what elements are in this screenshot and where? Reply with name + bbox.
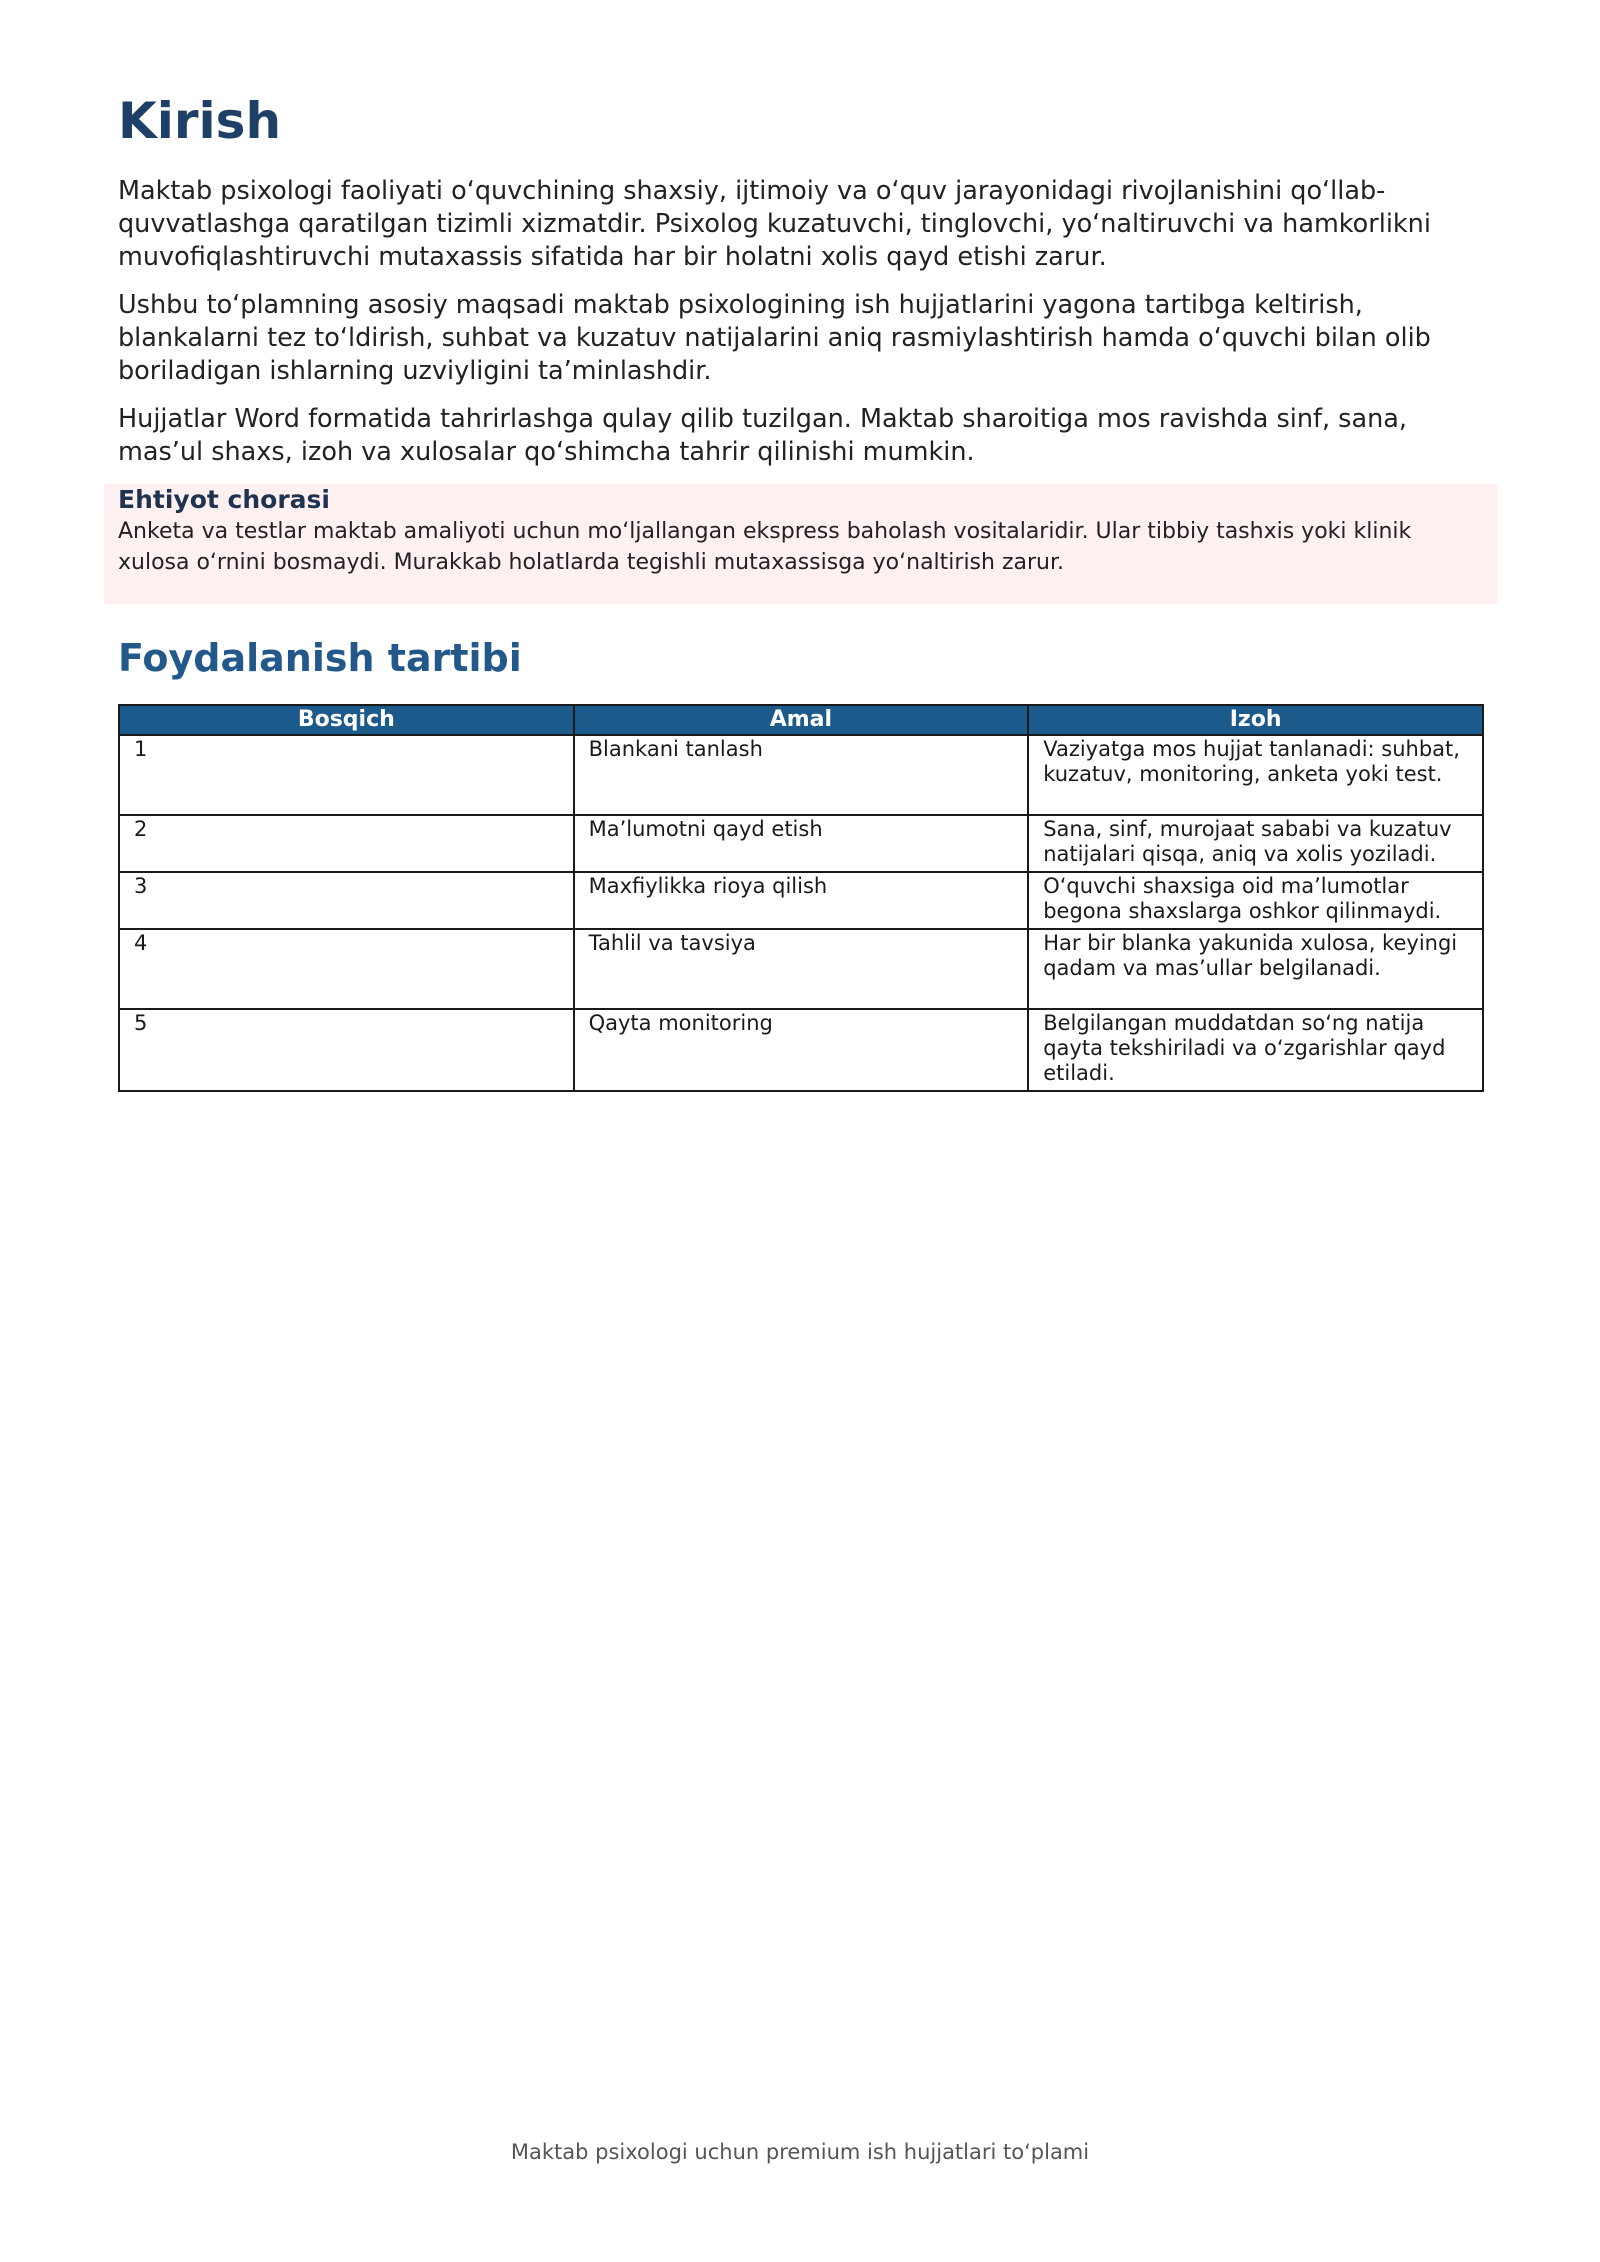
intro-paragraph-1: Maktab psixologi faoliyati o‘quvchining shaxsiy, ijtimoiy va o‘quv jarayonidagi rivojlanishini qo‘llab-quvvatlashga qaratilgan tizimli xizmatdir. Psixolog kuzatuvchi, tinglovchi, yo‘naltiruvchi va hamkorlikni muvofiqlashtiruvchi mutaxassis sifatida har bir holatni xolis qayd etishi zarur. bbox=[118, 176, 1431, 272]
column-header-note: Izoh bbox=[1028, 705, 1483, 735]
section-title-usage: Foydalanish tartibi bbox=[118, 636, 522, 680]
cell-note: Belgilangan muddatdan so‘ng natija qayta tekshiriladi va o‘zgarishlar qayd etiladi. bbox=[1028, 1009, 1483, 1091]
cell-step: 4 bbox=[119, 929, 574, 1009]
caution-note bbox=[104, 484, 1498, 604]
table-header-row bbox=[119, 705, 1483, 735]
cell-note: Sana, sinf, murojaat sababi va kuzatuv natijalari qisqa, aniq va xolis yoziladi. bbox=[1028, 815, 1483, 872]
cell-note: Har bir blanka yakunida xulosa, keyingi qadam va mas’ullar belgilanadi. bbox=[1028, 929, 1483, 1009]
caution-note-title: Ehtiyot chorasi bbox=[118, 485, 330, 514]
column-header-action: Amal bbox=[574, 705, 1029, 735]
intro-paragraph-3: Hujjatlar Word formatida tahrirlashga qulay qilib tuzilgan. Maktab sharoitiga mos ravishda sinf, sana, mas’ul shaxs, izoh va xulosalar qo‘shimcha tahrir qilinishi mumkin. bbox=[118, 404, 1407, 467]
cell-step: 3 bbox=[119, 872, 574, 929]
cell-note: O‘quvchi shaxsiga oid ma’lumotlar begona shaxslarga oshkor qilinmaydi. bbox=[1028, 872, 1483, 929]
cell-action: Ma’lumotni qayd etish bbox=[574, 815, 1029, 872]
page-title: Kirish bbox=[118, 92, 282, 150]
cell-step: 2 bbox=[119, 815, 574, 872]
cell-action: Maxfiylikka rioya qilish bbox=[574, 872, 1029, 929]
table-row bbox=[119, 815, 1483, 872]
usage-table bbox=[118, 704, 1484, 1092]
table-row bbox=[119, 929, 1483, 1009]
page-footer: Maktab psixologi uchun premium ish hujjatlari to‘plami bbox=[510, 2140, 1090, 2164]
cell-action: Tahlil va tavsiya bbox=[574, 929, 1029, 1009]
table-row bbox=[119, 872, 1483, 929]
document-page bbox=[118, 94, 1484, 1092]
intro-paragraph-2: Ushbu to‘plamning asosiy maqsadi maktab psixologining ish hujjatlarini yagona tartibga keltirish, blankalarni tez to‘ldirish, suhbat va kuzatuv natijalarini aniq rasmiylashtirish hamda o‘quvchi bilan olib boriladigan ishlarning uzviyligini ta’minlashdir. bbox=[118, 290, 1431, 386]
cell-note: Vaziyatga mos hujjat tanlanadi: suhbat, kuzatuv, monitoring, anketa yoki test. bbox=[1028, 735, 1483, 815]
cell-step: 5 bbox=[119, 1009, 574, 1091]
table-row bbox=[119, 735, 1483, 815]
caution-note-text: Anketa va testlar maktab amaliyoti uchun mo‘ljallangan ekspress baholash vositalaridir. Ular tibbiy tashxis yoki klinik xulosa o‘rnini bosmaydi. Murakkab holatlarda tegishli mutaxassisga yo‘naltirish zarur. bbox=[118, 519, 1412, 575]
cell-action: Blankani tanlash bbox=[574, 735, 1029, 815]
table-row bbox=[119, 1009, 1483, 1091]
column-header-step: Bosqich bbox=[119, 705, 574, 735]
cell-step: 1 bbox=[119, 735, 574, 815]
cell-action: Qayta monitoring bbox=[574, 1009, 1029, 1091]
